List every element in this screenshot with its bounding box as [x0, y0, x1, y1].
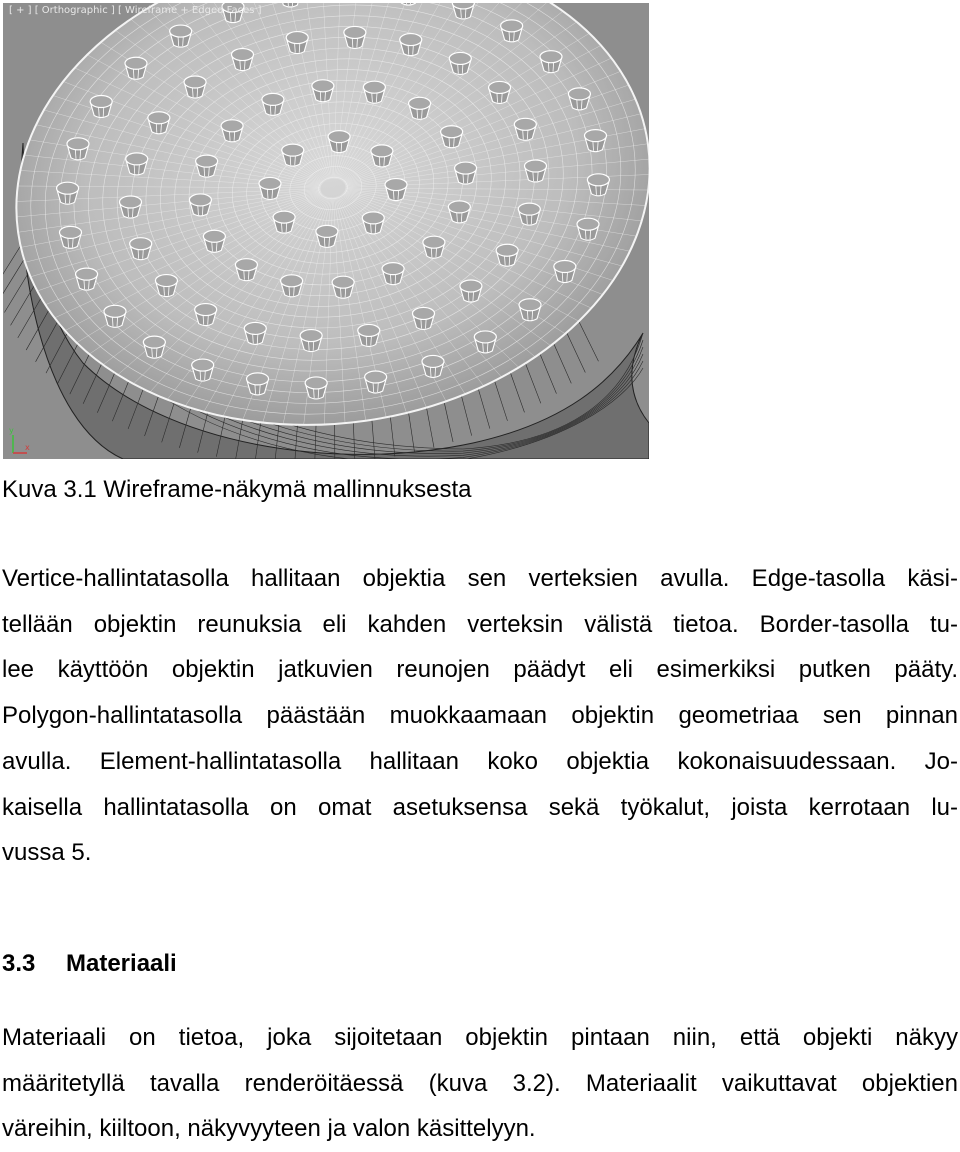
- wireframe-render: [3, 3, 649, 459]
- nozzle-icon: [585, 130, 607, 152]
- body-mesh-line: [427, 408, 434, 448]
- nozzle-icon: [474, 331, 496, 353]
- nozzle-icon: [67, 138, 89, 160]
- nozzle-icon: [496, 244, 518, 266]
- nozzle-icon: [155, 275, 177, 297]
- nozzle-icon: [362, 212, 384, 234]
- body-mesh-line: [554, 343, 572, 383]
- nozzle-icon: [57, 182, 79, 204]
- nozzle-icon: [281, 275, 303, 297]
- body-mesh-line: [525, 363, 540, 403]
- nozzle-icon: [448, 201, 470, 223]
- svg-text:x: x: [25, 443, 30, 452]
- nozzle-icon: [422, 355, 444, 377]
- nozzle-icon: [540, 51, 562, 73]
- nozzle-icon: [587, 174, 609, 196]
- body-mesh-line: [495, 381, 508, 421]
- body-mesh-line: [3, 246, 21, 286]
- nozzle-icon: [259, 177, 281, 199]
- viewport-label: [ + ] [ Orthographic ] [ Wireframe + Edged Faces ]: [9, 5, 262, 16]
- nozzle-icon: [143, 336, 165, 358]
- nozzle-icon: [501, 20, 523, 42]
- nozzle-icon: [195, 304, 217, 326]
- nozzle-icon: [568, 88, 590, 110]
- nozzle-icon: [170, 25, 192, 47]
- nozzle-icon: [203, 230, 225, 252]
- wireframe-figure: [3, 3, 649, 459]
- nozzle-icon: [235, 259, 257, 281]
- axis-gizmo-icon: [9, 426, 30, 453]
- nozzle-icon: [221, 120, 243, 142]
- nozzle-icon: [90, 95, 112, 117]
- nozzle-icon: [423, 236, 445, 258]
- body-mesh-line: [461, 396, 471, 436]
- svg-text:y: y: [9, 426, 14, 435]
- paragraph-line: Polygon-hallintatasolla päästään muokkaamaan objektin geometriaa sen pinnan: [2, 693, 958, 739]
- paragraph-2: [2, 1015, 958, 1152]
- paragraph-line: väreihin, kiiltoon, näkyvyyteen ja valon käsittelyyn.: [2, 1106, 958, 1152]
- nozzle-icon: [148, 112, 170, 134]
- nozzle-icon: [409, 97, 431, 119]
- nozzle-icon: [273, 211, 295, 233]
- body-mesh-line: [353, 422, 355, 459]
- paragraph-1: [2, 556, 958, 876]
- body-mesh-line: [478, 389, 490, 429]
- nozzle-icon: [262, 93, 284, 115]
- body-mesh-line: [579, 321, 599, 361]
- nozzle-icon: [441, 126, 463, 148]
- nozzle-icon: [316, 225, 338, 247]
- paragraph-line: määritetyllä tavalla renderöitäessä (kuva 3.2). Materiaalit vaikuttavat objektien: [2, 1061, 958, 1107]
- nozzle-icon: [286, 32, 308, 54]
- nozzle-icon: [244, 322, 266, 344]
- nozzle-icon: [400, 34, 422, 56]
- nozzle-icon: [365, 371, 387, 393]
- paragraph-line: vussa 5.: [2, 830, 958, 876]
- section-number: 3.3: [2, 944, 66, 984]
- nozzle-icon: [371, 145, 393, 167]
- section-title: Materiaali: [66, 950, 177, 977]
- figure-caption: Kuva 3.1 Wireframe-näkymä mallinnuksesta: [2, 474, 472, 506]
- body-mesh-line: [11, 285, 35, 325]
- nozzle-icon: [184, 76, 206, 98]
- paragraph-line: Materiaali on tietoa, joka sijoitetaan objektin pintaan niin, että objekti näkyy: [2, 1015, 958, 1061]
- nozzle-icon: [518, 203, 540, 225]
- nozzle-icon: [192, 359, 214, 381]
- paragraph-line: tellään objektin reunuksia eli kahden verteksin välistä tietoa. Border-tasolla tu-: [2, 602, 958, 648]
- nozzle-icon: [514, 118, 536, 140]
- nozzle-icon: [413, 307, 435, 329]
- nozzle-icon: [489, 81, 511, 103]
- nozzle-icon: [196, 155, 218, 177]
- nozzle-icon: [282, 144, 304, 166]
- nozzle-icon: [460, 280, 482, 302]
- body-mesh-line: [510, 372, 524, 412]
- nozzle-icon: [119, 196, 141, 218]
- body-mesh-line: [390, 417, 395, 457]
- nozzle-icon: [363, 81, 385, 103]
- nozzle-icon: [344, 26, 366, 48]
- nozzle-icon: [126, 153, 148, 175]
- nozzle-icon: [189, 194, 211, 216]
- nozzle-icon: [305, 377, 327, 399]
- body-mesh-line: [3, 259, 24, 299]
- body-mesh-line: [4, 272, 28, 312]
- paragraph-line: kaisella hallintatasolla on omat asetuksensa sekä työkalut, joista kerrotaan lu-: [2, 785, 958, 831]
- paragraph-line: avulla. Element-hallintatasolla hallitaan koko objektia kokonaisuudessaan. Jo-: [2, 739, 958, 785]
- nozzle-icon: [577, 218, 599, 240]
- paragraph-line: Vertice-hallintatasolla hallitaan objektia sen verteksien avulla. Edge-tasolla käsi-: [2, 556, 958, 602]
- nozzle-icon: [358, 324, 380, 346]
- nozzle-icon: [300, 330, 322, 352]
- nozzle-icon: [328, 131, 350, 153]
- nozzle-icon: [130, 238, 152, 260]
- nozzle-icon: [59, 226, 81, 248]
- paragraph-line: lee käyttöön objektin jatkuvien reunojen päädyt eli esimerkiksi putken pääty.: [2, 647, 958, 693]
- body-mesh-line: [567, 333, 586, 373]
- body-mesh-line: [372, 420, 375, 459]
- body-mesh-line: [540, 354, 557, 394]
- nozzle-icon: [455, 162, 477, 184]
- nozzle-icon: [104, 305, 126, 327]
- nozzle-icon: [312, 80, 334, 102]
- nozzle-icon: [385, 179, 407, 201]
- nozzle-icon: [554, 261, 576, 283]
- body-mesh-line: [444, 402, 453, 442]
- section-heading: [2, 944, 177, 984]
- nozzle-icon: [382, 263, 404, 285]
- nozzle-icon: [332, 276, 354, 298]
- nozzle-icon: [76, 268, 98, 290]
- nozzle-icon: [519, 299, 541, 321]
- nozzle-icon: [525, 160, 547, 182]
- nozzle-icon: [449, 52, 471, 74]
- nozzle-icon: [247, 373, 269, 395]
- nozzle-icon: [125, 57, 147, 79]
- nozzle-icon: [231, 49, 253, 71]
